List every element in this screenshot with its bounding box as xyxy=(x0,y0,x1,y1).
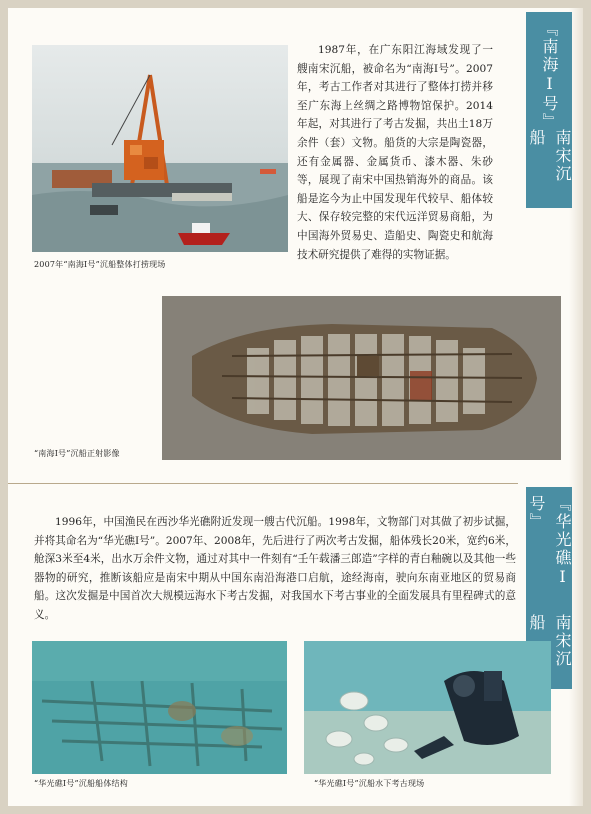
photo-caption: “华光礁Ⅰ号”沉船船体结构 xyxy=(34,779,128,788)
underwater-diver-photo xyxy=(304,641,551,774)
tag-title: 『华光礁Ⅰ号』 xyxy=(527,495,572,588)
tag-title: 『南海Ⅰ号』 xyxy=(540,20,559,131)
tag-subtitle: 南宋沉船 xyxy=(527,129,572,184)
photo-caption: “南海Ⅰ号”沉船正射影像 xyxy=(34,449,120,458)
photo-caption: “华光礁Ⅰ号”沉船水下考古现场 xyxy=(314,779,425,788)
section-divider xyxy=(8,483,518,484)
underwater-hull-photo xyxy=(32,641,287,774)
section-tag-nanhai xyxy=(526,12,572,208)
salvage-crane-photo xyxy=(32,45,288,252)
orthophoto-image xyxy=(162,296,561,460)
section-paragraph: 1996年，中国渔民在西沙华光礁附近发现一艘古代沉船。1998年，文物部门对其做了初步试掘，并将其命名为“华光礁Ⅰ号”。2007年、2008年，先后进行了两次考古发掘，船体残长20米，宽约6米，舱深3米至4米，出水万余件文物，通过对其中一件刻有“壬午载潘三郎造”字样的青白釉碗以及其他一些器物的研究，推断该船应是南宋中期从中国东南沿海港口启航，途经海南，驶向东南亚地区的贸易商船。这次发掘是中国首次大规模远海水下考古发掘，对我国水下考古事业的全面发展具有里程碑式的意义。 xyxy=(34,516,516,621)
document-page xyxy=(8,8,583,806)
section-paragraph: 1987年，在广东阳江海域发现了一艘南宋沉船，被命名为“南海Ⅰ号”。2007年，考古工作者对其进行了整体打捞并移至广东海上丝绸之路博物馆保护。2014年起，对其进行了考古发掘，共出土18万余件（套）文物。船货的大宗是陶瓷器，还有金属器、金属货币、漆木器、朱砂等，展现了南宋中国热销海外的商品。该船是迄今为止中国发现年代较早、船体较大、保存较完整的宋代远洋贸易商船，为中国海外贸易史、造船史、陶瓷史和航海技术研究提供了难得的实物证据。 xyxy=(297,44,493,261)
photo-caption: 2007年“南海Ⅰ号”沉船整体打捞现场 xyxy=(34,260,166,269)
tag-subtitle: 南宋沉船 xyxy=(527,614,572,669)
